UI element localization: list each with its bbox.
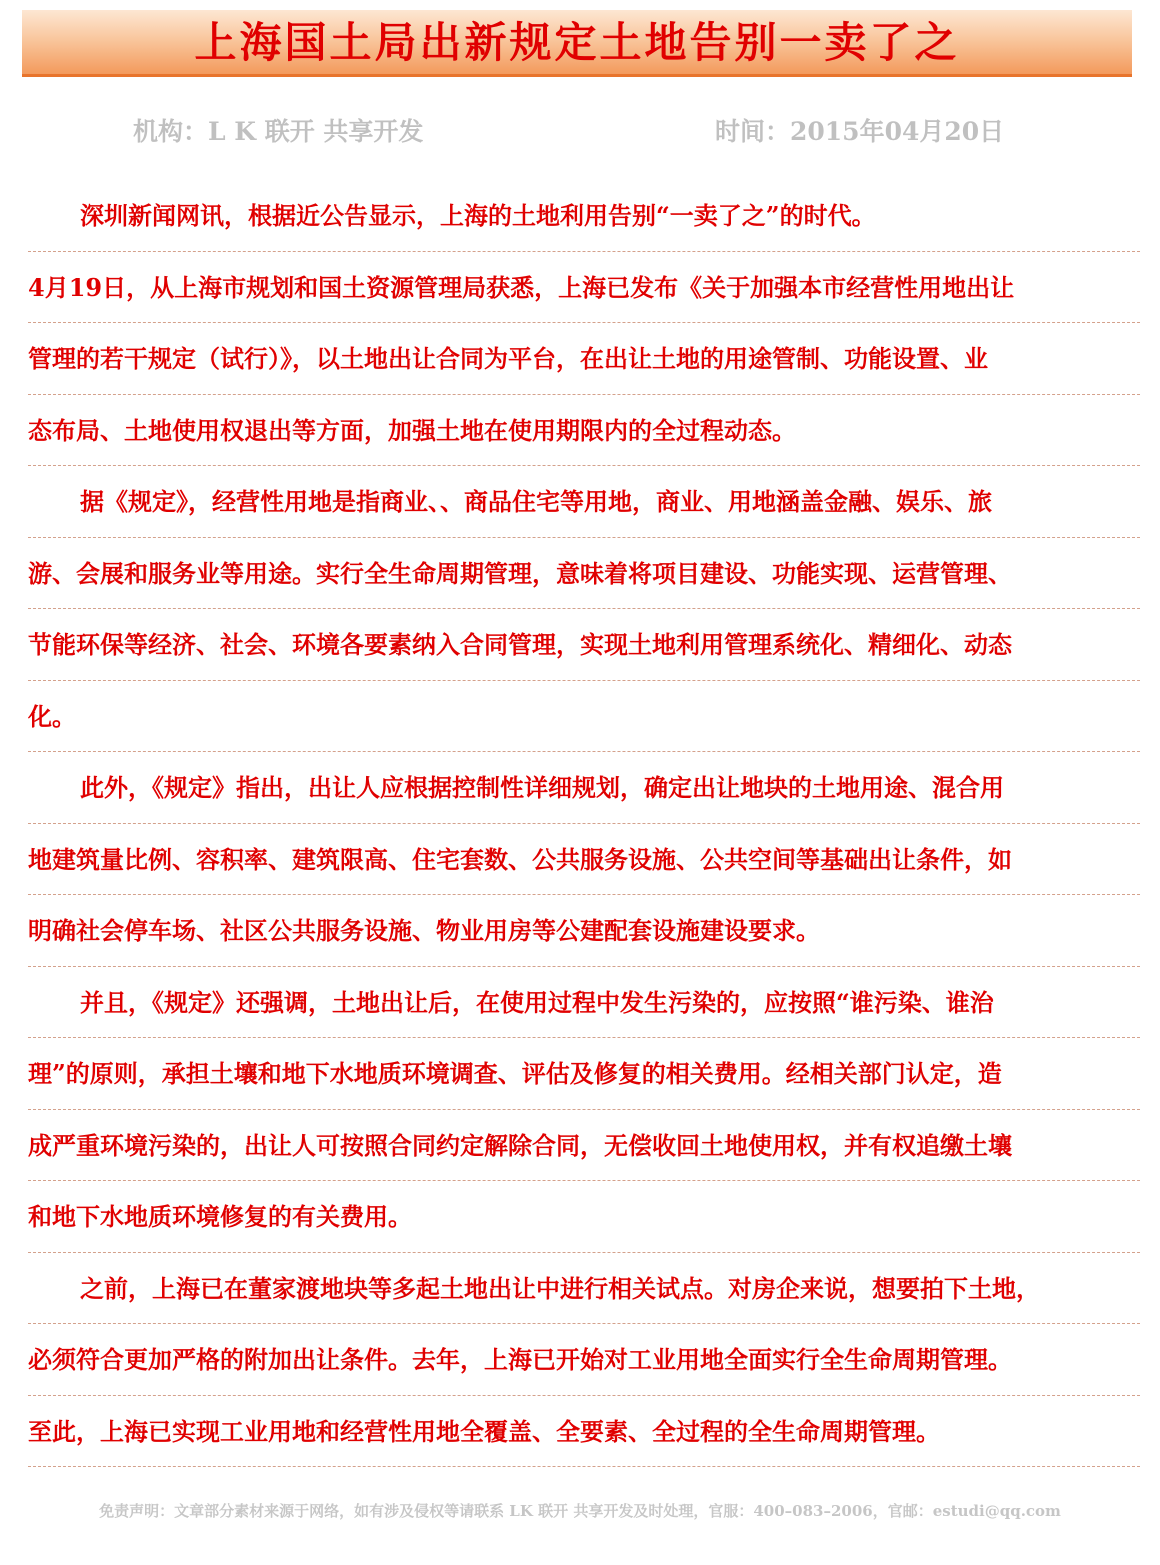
article-line: 态布局、土地使用权退出等方面，加强土地在使用期限内的全过程动态。 [28,395,1140,467]
article-line: 并且，《规定》还强调，土地出让后，在使用过程中发生污染的，应按照“谁污染、谁治 [28,967,1140,1039]
article-line: 4月19日，从上海市规划和国土资源管理局获悉，上海已发布《关于加强本市经营性用地出让 [28,252,1140,324]
article-line: 理”的原则，承担土壤和地下水地质环境调查、评估及修复的相关费用。经相关部门认定，造 [28,1038,1140,1110]
article-line: 成严重环境污染的，出让人可按照合同约定解除合同，无偿收回土地使用权，并有权追缴土壤 [28,1110,1140,1182]
article-line: 明确社会停车场、社区公共服务设施、物业用房等公建配套设施建设要求。 [28,895,1140,967]
article-line: 据《规定》，经营性用地是指商业、、商品住宅等用地，商业、用地涵盖金融、娱乐、旅 [28,466,1140,538]
article-line: 和地下水地质环境修复的有关费用。 [28,1181,1140,1253]
article-line: 之前，上海已在董家渡地块等多起土地出让中进行相关试点。对房企来说，想要拍下土地， [28,1253,1140,1325]
page-title: 上海国土局出新规定土地告别一卖了之 [194,18,960,67]
article-body [28,180,1140,1467]
article-line: 深圳新闻网讯，根据近公告显示，上海的土地利用告别“一卖了之”的时代。 [28,180,1140,252]
article-line: 游、会展和服务业等用途。实行全生命周期管理，意味着将项目建设、功能实现、运营管理、 [28,538,1140,610]
org-label: 机构：L K 联开 共享开发 [133,117,424,146]
article-line: 必须符合更加严格的附加出让条件。去年，上海已开始对工业用地全面实行全生命周期管理。 [28,1324,1140,1396]
article-line: 至此，上海已实现工业用地和经营性用地全覆盖、全要素、全过程的全生命周期管理。 [28,1396,1140,1468]
date-label: 时间：2015年04月20日 [715,117,1005,146]
title-banner [22,10,1132,77]
article-line: 管理的若干规定（试行）》，以土地出让合同为平台，在出让土地的用途管制、功能设置、业 [28,323,1140,395]
article-line: 地建筑量比例、容积率、建筑限高、住宅套数、公共服务设施、公共空间等基础出让条件，如 [28,824,1140,896]
article-line: 化。 [28,681,1140,753]
article-line: 此外，《规定》指出，出让人应根据控制性详细规划，确定出让地块的土地用途、混合用 [28,752,1140,824]
article-line: 节能环保等经济、社会、环境各要素纳入合同管理，实现土地利用管理系统化、精细化、动态 [28,609,1140,681]
disclaimer: 免责声明：文章部分素材来源于网络，如有涉及侵权等请联系 LK 联开 共享开发及时处理，官服：400–083–2006，官邮：estudi@qq.com [99,1502,1061,1520]
